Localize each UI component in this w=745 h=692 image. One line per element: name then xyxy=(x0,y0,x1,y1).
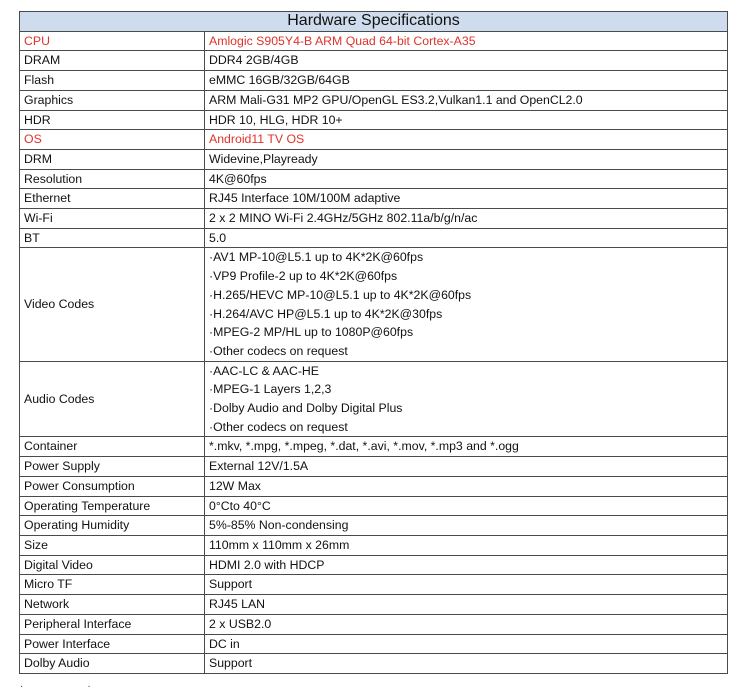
spec-label: Flash xyxy=(20,71,205,91)
spec-label: Peripheral Interface xyxy=(20,614,205,634)
spec-value: *.mkv, *.mpg, *.mpeg, *.dat, *.avi, *.mov, *.mp3 and *.ogg xyxy=(205,437,728,457)
spec-label: Digital Video xyxy=(20,555,205,575)
spec-value: RJ45 Interface 10M/100M adaptive xyxy=(205,189,728,209)
spec-value-line: ·Dolby Audio and Dolby Digital Plus xyxy=(209,401,403,416)
table-row xyxy=(20,169,728,189)
spec-value-line: ·MPEG-1 Layers 1,2,3 xyxy=(209,382,332,397)
spec-label: Wi-Fi xyxy=(20,209,205,229)
spec-value-line: ·H.264/AVC HP@L5.1 up to 4K*2K@30fps xyxy=(209,306,443,321)
spec-label: Power Consumption xyxy=(20,476,205,496)
table-row xyxy=(20,614,728,634)
table-row xyxy=(20,575,728,595)
spec-label: DRM xyxy=(20,149,205,169)
spec-value: HDMI 2.0 with HDCP xyxy=(205,555,728,575)
table-row xyxy=(20,51,728,71)
spec-value: 12W Max xyxy=(205,476,728,496)
spec-label: Operating Humidity xyxy=(20,516,205,536)
table-row xyxy=(20,361,728,437)
spec-value-line: ·AAC-LC & AAC-HE xyxy=(209,363,320,378)
spec-label: Power Interface xyxy=(20,634,205,654)
spec-label: Operating Temperature xyxy=(20,496,205,516)
spec-value-line: ·VP9 Profile-2 up to 4K*2K@60fps xyxy=(209,269,398,284)
table-row xyxy=(20,654,728,674)
table-row xyxy=(20,457,728,477)
spec-value: Widevine,Playready xyxy=(205,149,728,169)
spec-label: Container xyxy=(20,437,205,457)
spec-label: DRAM xyxy=(20,51,205,71)
table-row xyxy=(20,248,728,361)
spec-label: Size xyxy=(20,535,205,555)
spec-value-line: ·AV1 MP-10@L5.1 up to 4K*2K@60fps xyxy=(209,250,424,265)
table-row xyxy=(20,209,728,229)
table-row xyxy=(20,189,728,209)
table-row xyxy=(20,90,728,110)
spec-value: DDR4 2GB/4GB xyxy=(205,51,728,71)
table-row xyxy=(20,71,728,91)
spec-value: RJ45 LAN xyxy=(205,595,728,615)
spec-label: Video Codes xyxy=(20,248,205,361)
spec-value-line: ·Other codecs on request xyxy=(209,343,348,358)
table-row xyxy=(20,595,728,615)
spec-label: Ethernet xyxy=(20,189,205,209)
spec-label: Graphics xyxy=(20,90,205,110)
spec-value: 2 x USB2.0 xyxy=(205,614,728,634)
spec-value: Support xyxy=(205,575,728,595)
table-row xyxy=(20,535,728,555)
spec-label: OS xyxy=(20,130,205,150)
table-row xyxy=(20,228,728,248)
table-row xyxy=(20,130,728,150)
spec-value xyxy=(205,248,728,361)
spec-value: 4K@60fps xyxy=(205,169,728,189)
spec-value: DC in xyxy=(205,634,728,654)
spec-table-body xyxy=(20,12,728,674)
spec-label: HDR xyxy=(20,110,205,130)
spec-value-line: ·Other codecs on request xyxy=(209,419,348,434)
spec-value: External 12V/1.5A xyxy=(205,457,728,477)
table-row xyxy=(20,496,728,516)
spec-value: Android11 TV OS xyxy=(205,130,728,150)
spec-value: 5.0 xyxy=(205,228,728,248)
spec-label: Audio Codes xyxy=(20,361,205,437)
table-row xyxy=(20,476,728,496)
table-title: Hardware Specifications xyxy=(20,12,728,32)
spec-value: 0°Cto 40°C xyxy=(205,496,728,516)
spec-label: Power Supply xyxy=(20,457,205,477)
spec-value: Support xyxy=(205,654,728,674)
spec-value: 110mm x 110mm x 26mm xyxy=(205,535,728,555)
spec-label: Micro TF xyxy=(20,575,205,595)
table-row xyxy=(20,149,728,169)
table-row xyxy=(20,516,728,536)
spec-value: HDR 10, HLG, HDR 10+ xyxy=(205,110,728,130)
spec-label: BT xyxy=(20,228,205,248)
spec-label: Dolby Audio xyxy=(20,654,205,674)
footer-dots: ·· xyxy=(20,681,155,692)
spec-value-line: ·H.265/HEVC MP-10@L5.1 up to 4K*2K@60fps xyxy=(209,287,472,302)
table-row xyxy=(20,437,728,457)
spec-label: Resolution xyxy=(20,169,205,189)
spec-value: Amlogic S905Y4-B ARM Quad 64-bit Cortex-A35 xyxy=(205,31,728,51)
spec-value-line: ·MPEG-2 MP/HL up to 1080P@60fps xyxy=(209,325,414,340)
spec-value: 2 x 2 MINO Wi-Fi 2.4GHz/5GHz 802.11a/b/g/n/ac xyxy=(205,209,728,229)
spec-value: ARM Mali-G31 MP2 GPU/OpenGL ES3.2,Vulkan1.1 and OpenCL2.0 xyxy=(205,90,728,110)
table-title-row xyxy=(20,12,728,32)
spec-value: 5%-85% Non-condensing xyxy=(205,516,728,536)
hardware-spec-table xyxy=(19,11,728,674)
table-row xyxy=(20,555,728,575)
table-row xyxy=(20,634,728,654)
spec-value: eMMC 16GB/32GB/64GB xyxy=(205,71,728,91)
table-row xyxy=(20,110,728,130)
spec-value xyxy=(205,361,728,437)
spec-label: CPU xyxy=(20,31,205,51)
spec-label: Network xyxy=(20,595,205,615)
table-row xyxy=(20,31,728,51)
